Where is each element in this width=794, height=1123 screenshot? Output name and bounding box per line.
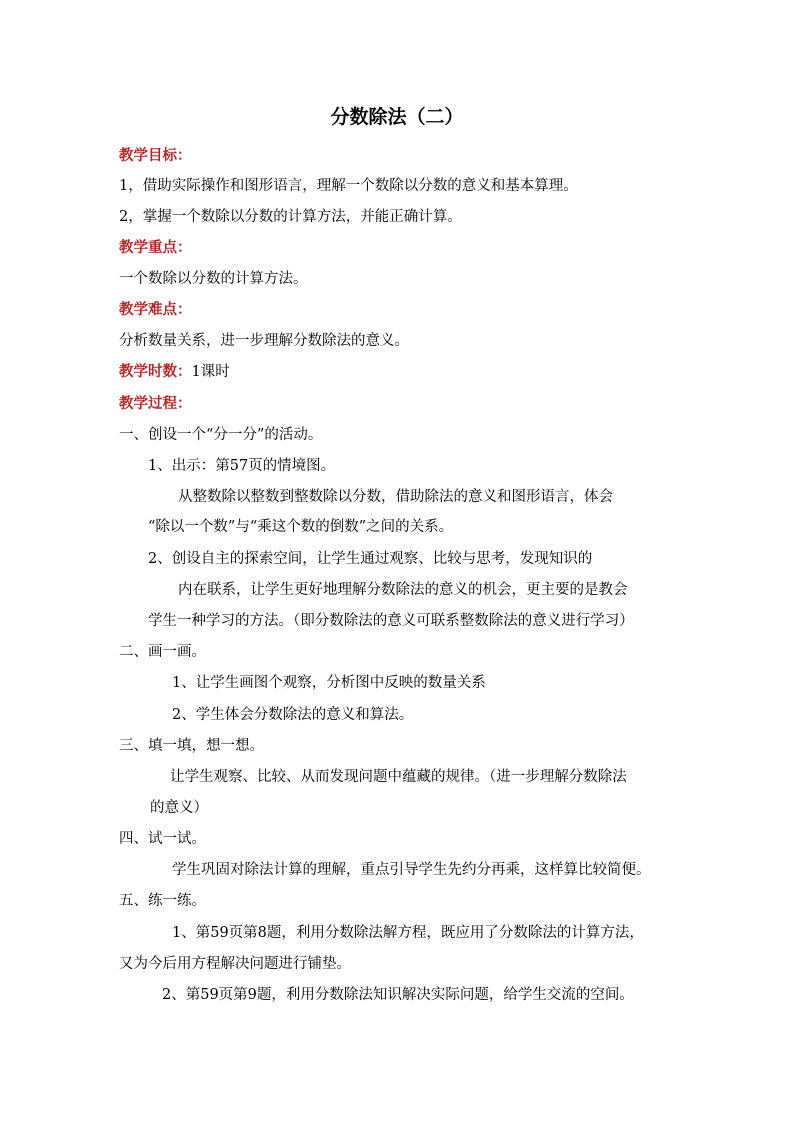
difficulties-text: 分析数量关系，进一步理解分数除法的意义。 [119, 333, 409, 349]
objective-item-1: 1，借助实际操作和图形语言，理解一个数除以分数的意义和基本算理。 [119, 178, 578, 194]
duration-text: 1课时 [191, 364, 230, 380]
process-line: “除以一个数”与“乘这个数的倒数”之间的关系。 [148, 519, 454, 535]
process-line: 2、创设自主的探索空间，让学生通过观察、比较与思考，发现知识的 [148, 551, 593, 567]
duration-heading: 教学时数： [119, 363, 192, 380]
process-line: 又为今后用方程解决问题进行铺垫。 [119, 956, 351, 972]
objective-item-2: 2，掌握一个数除以分数的计算方法，并能正确计算。 [119, 209, 462, 225]
key-points-text: 一个数除以分数的计算方法。 [119, 271, 308, 287]
section-5-heading: 五、练一练。 [119, 893, 206, 909]
process-line: 1、出示：第57页的情境图。 [148, 458, 336, 474]
process-line: 让学生观察、比较、从而发现问题中蕴藏的规律。（进一步理解分数除法 [170, 769, 627, 785]
section-3-heading: 三、填一填，想一想。 [119, 738, 264, 754]
process-line: 从整数除以整数到整数除以分数，借助除法的意义和图形语言，体会 [178, 489, 613, 505]
process-line: 2、学生体会分数除法的意义和算法。 [172, 707, 414, 723]
process-line: 1、第59页第8题，利用分数除法解方程，既应用了分数除法的计算方法， [172, 925, 644, 941]
process-line: 2、第59页第9题，利用分数除法知识解决实际问题，给学生交流的空间。 [162, 987, 634, 1003]
key-points-heading: 教学重点： [119, 239, 192, 256]
process-line: 的意义） [150, 800, 208, 816]
difficulties-heading: 教学难点： [119, 301, 192, 318]
duration-line [119, 362, 230, 382]
section-4-heading: 四、试一试。 [119, 831, 206, 847]
process-line: 内在联系，让学生更好地理解分数除法的意义的机会，更主要的是教会 [178, 582, 628, 598]
document-title: 分数除法（二） [330, 106, 464, 128]
objectives-heading: 教学目标： [119, 147, 192, 164]
process-line: 学生巩固对除法计算的理解，重点引导学生先约分再乘，这样算比较简便。 [172, 862, 651, 878]
process-line: 学生一种学习的方法。（即分数除法的意义可联系整数除法的意义进行学习） [148, 613, 634, 629]
process-line: 1、让学生画图个观察，分析图中反映的数量关系 [172, 675, 486, 691]
section-2-heading: 二、画一画。 [119, 644, 206, 660]
process-heading: 教学过程： [119, 395, 192, 412]
section-1-heading: 一、创设一个“分一分”的活动。 [119, 427, 323, 443]
